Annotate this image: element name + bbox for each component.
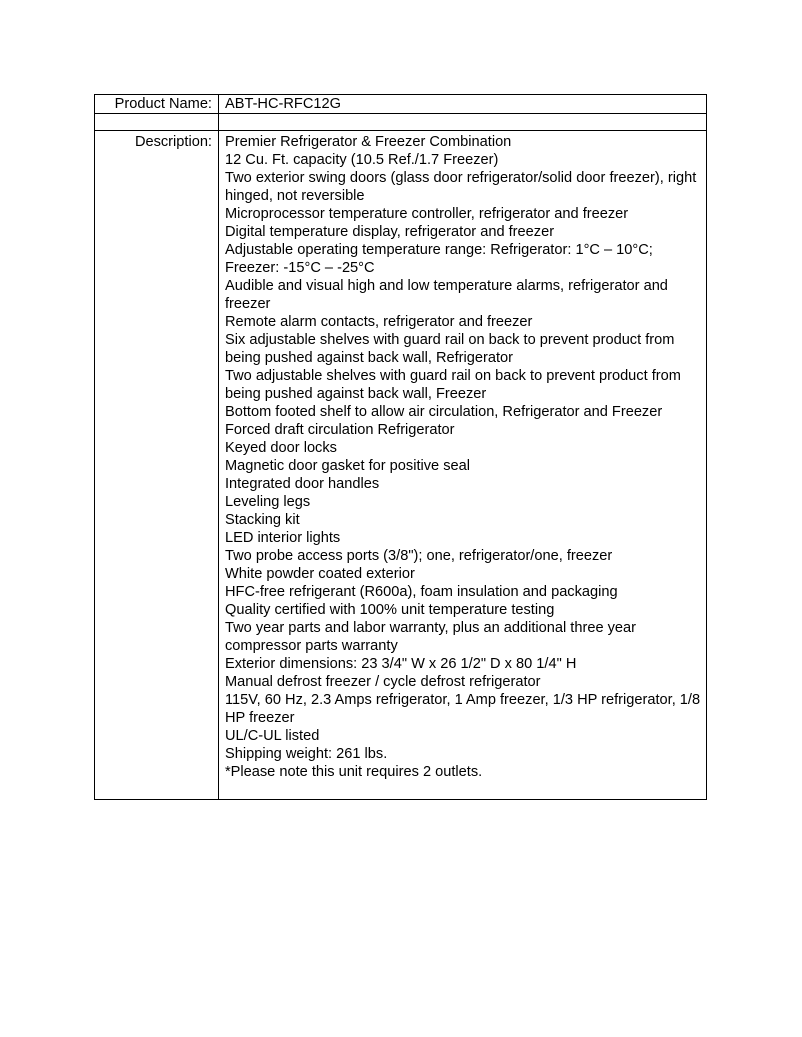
description-line: Two probe access ports (3/8"); one, refrigerator/one, freezer	[225, 548, 613, 564]
description-line: Exterior dimensions: 23 3/4" W x 26 1/2" D x 80 1/4" H	[225, 656, 577, 672]
description-line: Magnetic door gasket for positive seal	[225, 458, 470, 474]
description-line: HFC-free refrigerant (R600a), foam insulation and packaging	[225, 584, 618, 600]
description-line: Microprocessor temperature controller, refrigerator and freezer	[225, 206, 629, 222]
description-line: Integrated door handles	[225, 476, 380, 492]
description-line: Bottom footed shelf to allow air circulation, Refrigerator and Freezer	[225, 404, 663, 420]
description-line: LED interior lights	[225, 530, 341, 546]
description-line: Two adjustable shelves with guard rail on back to prevent product from being pushed against back wall, Freezer	[225, 368, 681, 402]
description-line: Two exterior swing doors (glass door refrigerator/solid door freezer), right hinged, not reversible	[225, 170, 697, 204]
description-line: Digital temperature display, refrigerator and freezer	[225, 224, 555, 240]
spacer-row	[95, 114, 707, 131]
description-line: UL/C-UL listed	[225, 728, 320, 744]
description-line: Two year parts and labor warranty, plus an additional three year compressor parts warranty	[225, 620, 637, 654]
description-line: Forced draft circulation Refrigerator	[225, 422, 455, 438]
description-line: 12 Cu. Ft. capacity (10.5 Ref./1.7 Freezer)	[225, 152, 499, 168]
description-line: Remote alarm contacts, refrigerator and freezer	[225, 314, 533, 330]
product-spec-table	[94, 94, 707, 800]
description-line: Six adjustable shelves with guard rail on back to prevent product from being pushed against back wall, Refrigerator	[225, 332, 675, 366]
description-value	[219, 131, 707, 800]
product-name-value: ABT-HC-RFC12G	[219, 95, 707, 114]
description-line: 115V, 60 Hz, 2.3 Amps refrigerator, 1 Amp freezer, 1/3 HP refrigerator, 1/8 HP freezer	[225, 692, 701, 726]
spacer-cell-right	[219, 114, 707, 131]
description-line: Quality certified with 100% unit temperature testing	[225, 602, 555, 618]
description-line: Shipping weight: 261 lbs.	[225, 746, 388, 762]
description-label: Description:	[95, 131, 219, 800]
spacer-cell-left	[95, 114, 219, 131]
description-line: Keyed door locks	[225, 440, 337, 456]
product-name-row	[95, 95, 707, 114]
description-line: Stacking kit	[225, 512, 300, 528]
description-line: Leveling legs	[225, 494, 311, 510]
product-name-label: Product Name:	[95, 95, 219, 114]
description-line: Manual defrost freezer / cycle defrost refrigerator	[225, 674, 541, 690]
description-line: White powder coated exterior	[225, 566, 415, 582]
description-row	[95, 131, 707, 800]
description-list	[225, 133, 702, 781]
description-line: *Please note this unit requires 2 outlets.	[225, 764, 483, 780]
description-line: Premier Refrigerator & Freezer Combination	[225, 134, 512, 150]
description-line: Adjustable operating temperature range: Refrigerator: 1°C – 10°C; Freezer: -15°C – -25°C	[225, 242, 653, 276]
description-line: Audible and visual high and low temperature alarms, refrigerator and freezer	[225, 278, 668, 312]
